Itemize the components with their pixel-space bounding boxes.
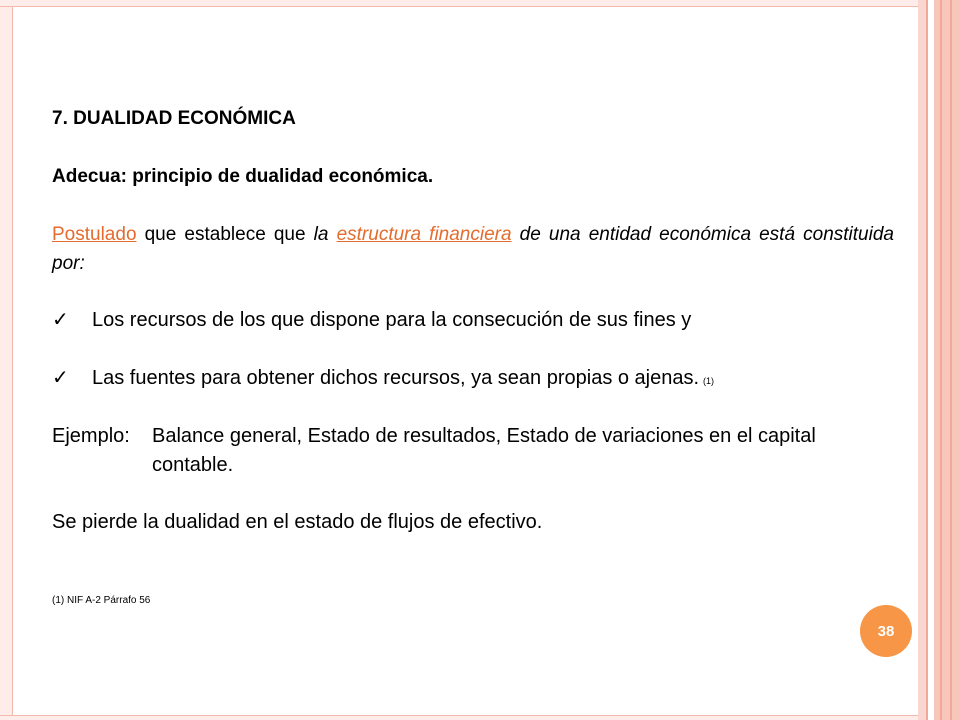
bullet-label: Los recursos de los que dispone para la consecución de sus fines y xyxy=(92,309,692,331)
postulado-link[interactable]: Postulado xyxy=(52,224,137,245)
slide-subtitle: Adecua: principio de dualidad económica. xyxy=(52,166,434,187)
postulate-paragraph xyxy=(52,220,894,278)
left-border xyxy=(0,0,13,720)
bottom-border xyxy=(0,715,920,720)
checkmark-icon: ✓ xyxy=(52,367,69,389)
right-decor-band xyxy=(934,0,960,720)
estructura-financiera-link[interactable]: estructura financiera xyxy=(336,224,512,245)
top-border xyxy=(0,0,920,7)
loss-note: Se pierde la dualidad en el estado de flujos de efectivo. xyxy=(52,511,543,533)
right-decor-line xyxy=(926,0,928,720)
bullet-text xyxy=(92,364,714,396)
bullet-label: Las fuentes para obtener dichos recursos, ya sean propias o ajenas. xyxy=(92,367,700,389)
right-decor-line xyxy=(940,0,942,720)
checkmark-icon: ✓ xyxy=(52,309,69,331)
example-label: Ejemplo: xyxy=(52,425,130,447)
page-number-badge: 38 xyxy=(860,605,912,657)
example-text: Balance general, Estado de resultados, Estado de variaciones en el capital contable. xyxy=(152,425,816,476)
paragraph-text: que establece que xyxy=(136,224,314,245)
footnote: (1) NIF A-2 Párrafo 56 xyxy=(52,595,151,606)
reference-marker: (1) xyxy=(703,376,715,386)
right-decor-line xyxy=(950,0,952,720)
bullet-text xyxy=(92,306,691,335)
paragraph-italic: la xyxy=(313,224,337,245)
paragraph-italic-end: de una entidad económica está constituida por: xyxy=(52,224,894,274)
slide-title: 7. DUALIDAD ECONÓMICA xyxy=(52,108,296,129)
